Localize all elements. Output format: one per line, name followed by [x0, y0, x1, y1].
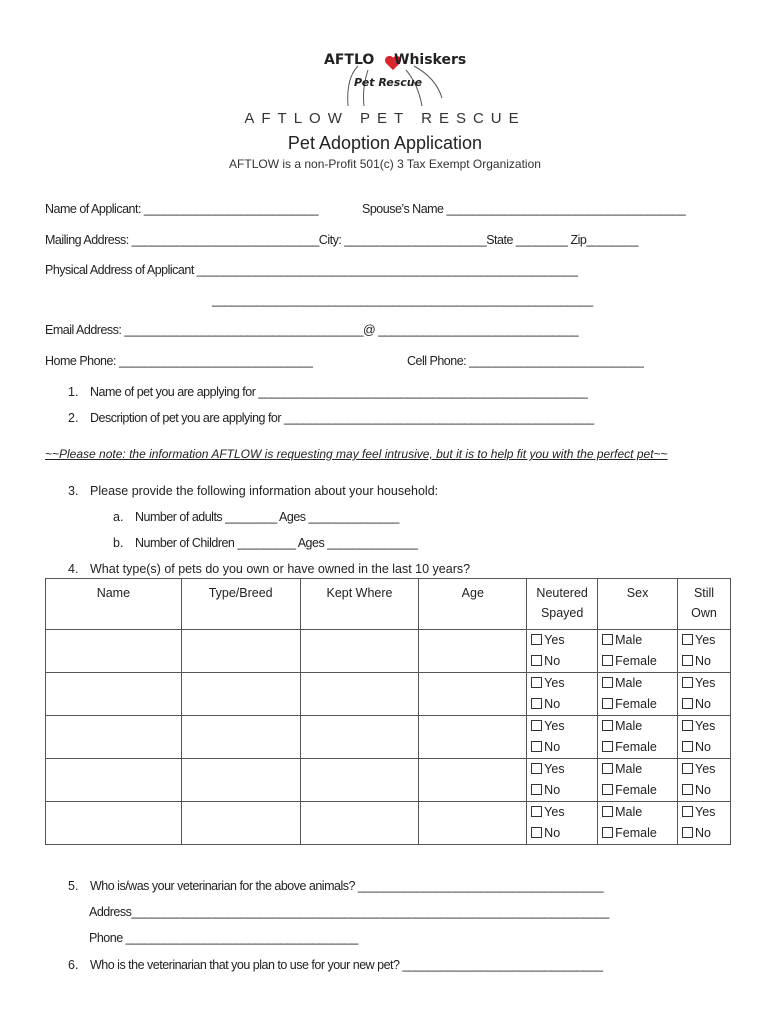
sex-male-checkbox[interactable] — [598, 630, 677, 651]
checkbox-label: No — [544, 654, 561, 668]
sex-male-checkbox[interactable] — [598, 673, 677, 694]
column-header-name: Name — [46, 579, 182, 630]
logo-text-right: Whiskers — [394, 52, 467, 68]
sex-female-checkbox[interactable] — [598, 737, 677, 758]
still-own-no-checkbox[interactable] — [678, 780, 730, 801]
checkbox-icon[interactable] — [682, 677, 693, 688]
sex-cell — [598, 673, 678, 716]
neutered-cell — [527, 630, 598, 673]
checkbox-label: No — [544, 697, 561, 711]
sex-male-checkbox[interactable] — [598, 759, 677, 780]
question-number: 4. — [68, 562, 79, 576]
column-header-still-own — [678, 579, 731, 630]
checkbox-icon[interactable] — [531, 741, 542, 752]
pet-kept-where-cell[interactable] — [300, 673, 419, 716]
column-header-kept-where: Kept Where — [300, 579, 419, 630]
email-address-field[interactable]: Email Address: _____________________________________@ _______________________________ — [45, 323, 579, 337]
question-number: 1. — [68, 385, 79, 399]
pet-kept-where-cell[interactable] — [300, 630, 419, 673]
checkbox-label: Female — [615, 783, 657, 797]
checkbox-label: Male — [615, 676, 643, 690]
logo-text-left: AFTLO — [324, 52, 375, 68]
column-header-age: Age — [419, 579, 527, 630]
checkbox-label: Female — [615, 826, 657, 840]
checkbox-label: Female — [615, 697, 657, 711]
checkbox-label: Yes — [544, 633, 565, 647]
checkbox-icon[interactable] — [682, 827, 693, 838]
table-row — [46, 759, 731, 802]
checkbox-label: Male — [615, 633, 643, 647]
checkbox-label: Yes — [695, 633, 716, 647]
checkbox-label: Yes — [544, 805, 565, 819]
checkbox-label: Yes — [695, 719, 716, 733]
household-question: Please provide the following information about your household: — [90, 484, 439, 498]
neutered-no-checkbox[interactable] — [527, 651, 597, 672]
sub-item-letter: a. — [113, 510, 124, 524]
checkbox-icon[interactable] — [531, 763, 542, 774]
neutered-no-checkbox[interactable] — [527, 823, 597, 844]
pet-type-cell[interactable] — [181, 759, 300, 802]
checkbox-label: No — [695, 740, 712, 754]
sex-cell — [598, 716, 678, 759]
column-header-sex: Sex — [598, 579, 678, 630]
still-own-no-checkbox[interactable] — [678, 694, 730, 715]
checkbox-icon[interactable] — [531, 827, 542, 838]
neutered-yes-checkbox[interactable] — [527, 673, 597, 694]
table-row — [46, 716, 731, 759]
pet-name-field[interactable]: Name of pet you are applying for ___________________________________________________ — [90, 385, 588, 399]
spouse-name-field[interactable]: Spouse’s Name _____________________________________ — [362, 202, 686, 216]
checkbox-icon[interactable] — [531, 784, 542, 795]
header-line: Own — [691, 606, 717, 620]
checkbox-icon[interactable] — [682, 806, 693, 817]
checkbox-icon[interactable] — [682, 784, 693, 795]
still-own-yes-checkbox[interactable] — [678, 630, 730, 651]
mailing-address-field[interactable]: Mailing Address: _____________________________City: ______________________State ________ Zip________ — [45, 233, 638, 247]
table-row — [46, 630, 731, 673]
header-line: Neutered — [536, 586, 588, 600]
checkbox-icon[interactable] — [602, 763, 613, 774]
still-own-no-checkbox[interactable] — [678, 737, 730, 758]
checkbox-icon[interactable] — [602, 784, 613, 795]
checkbox-label: No — [695, 783, 712, 797]
page-title: Pet Adoption Application — [287, 133, 483, 153]
checkbox-label: Yes — [695, 676, 716, 690]
neutered-cell — [527, 759, 598, 802]
neutered-yes-checkbox[interactable] — [527, 759, 597, 780]
checkbox-label: No — [695, 654, 712, 668]
column-header-neutered-spayed — [527, 579, 598, 630]
page-subtitle: AFTLOW is a non-Profit 501(c) 3 Tax Exempt Organization — [229, 157, 541, 171]
checkbox-icon[interactable] — [682, 741, 693, 752]
checkbox-icon[interactable] — [602, 655, 613, 666]
checkbox-label: Male — [615, 805, 643, 819]
pets-table — [45, 578, 731, 845]
sex-cell — [598, 802, 678, 845]
neutered-yes-checkbox[interactable] — [527, 802, 597, 823]
privacy-note: ~~Please note: the information AFTLOW is requesting may feel intrusive, but it is to help fit you with the perfect pet~~ — [45, 447, 668, 461]
checkbox-label: Female — [615, 654, 657, 668]
column-header-type-breed: Type/Breed — [181, 579, 300, 630]
pet-age-cell[interactable] — [419, 802, 527, 845]
children-field[interactable]: Number of Children _________ Ages ______________ — [135, 536, 418, 550]
sex-cell — [598, 759, 678, 802]
checkbox-label: Yes — [695, 762, 716, 776]
applicant-name-field[interactable]: Name of Applicant: ___________________________ — [45, 202, 319, 216]
checkbox-icon[interactable] — [682, 698, 693, 709]
neutered-cell — [527, 673, 598, 716]
vet-phone-field[interactable]: Phone ____________________________________ — [89, 931, 358, 945]
sex-female-checkbox[interactable] — [598, 823, 677, 844]
checkbox-label: Yes — [544, 762, 565, 776]
neutered-yes-checkbox[interactable] — [527, 716, 597, 737]
checkbox-label: Yes — [695, 805, 716, 819]
checkbox-icon[interactable] — [531, 806, 542, 817]
checkbox-icon[interactable] — [602, 806, 613, 817]
neutered-yes-checkbox[interactable] — [527, 630, 597, 651]
checkbox-icon[interactable] — [602, 698, 613, 709]
pet-type-cell[interactable] — [181, 802, 300, 845]
pet-name-cell[interactable] — [46, 673, 182, 716]
header-line: Spayed — [540, 606, 584, 620]
pet-age-cell[interactable] — [419, 759, 527, 802]
adults-field[interactable]: Number of adults ________ Ages ______________ — [135, 510, 399, 524]
checkbox-label: Female — [615, 740, 657, 754]
checkbox-label: No — [544, 826, 561, 840]
checkbox-icon[interactable] — [602, 720, 613, 731]
org-name: AFTLOW PET RESCUE — [244, 110, 526, 127]
still-own-no-checkbox[interactable] — [678, 651, 730, 672]
pet-name-cell[interactable] — [46, 630, 182, 673]
checkbox-label: No — [695, 697, 712, 711]
pet-kept-where-cell[interactable] — [300, 716, 419, 759]
pet-type-cell[interactable] — [181, 630, 300, 673]
checkbox-icon[interactable] — [682, 655, 693, 666]
question-number: 2. — [68, 411, 79, 425]
logo-text-tagline: Pet Rescue — [354, 76, 423, 89]
sex-male-checkbox[interactable] — [598, 802, 677, 823]
table-row — [46, 673, 731, 716]
sub-item-letter: b. — [113, 536, 124, 550]
checkbox-label: No — [544, 740, 561, 754]
checkbox-icon[interactable] — [531, 677, 542, 688]
cell-phone-field[interactable]: Cell Phone: ___________________________ — [407, 354, 644, 368]
checkbox-icon[interactable] — [602, 741, 613, 752]
pet-description-field[interactable]: Description of pet you are applying for ________________________________________________ — [90, 411, 594, 425]
pets-owned-question: What type(s) of pets do you own or have owned in the last 10 years? — [90, 562, 471, 576]
neutered-cell — [527, 802, 598, 845]
home-phone-field[interactable]: Home Phone: ______________________________ — [45, 354, 313, 368]
question-number: 5. — [68, 879, 79, 893]
table-header-row — [46, 579, 731, 630]
sex-female-checkbox[interactable] — [598, 694, 677, 715]
logo — [318, 48, 467, 108]
still-own-cell — [678, 673, 731, 716]
still-own-yes-checkbox[interactable] — [678, 673, 730, 694]
checkbox-icon[interactable] — [682, 720, 693, 731]
question-number: 3. — [68, 484, 79, 498]
checkbox-icon[interactable] — [602, 677, 613, 688]
pet-age-cell[interactable] — [419, 630, 527, 673]
still-own-cell — [678, 802, 731, 845]
physical-address-line2-field[interactable]: ___________________________________________________________ — [212, 293, 593, 307]
still-own-cell — [678, 630, 731, 673]
pet-kept-where-cell[interactable] — [300, 759, 419, 802]
neutered-cell — [527, 716, 598, 759]
checkbox-label: No — [544, 783, 561, 797]
vet-address-field[interactable]: Address__________________________________________________________________________ — [89, 905, 609, 919]
checkbox-icon[interactable] — [531, 720, 542, 731]
table-row — [46, 802, 731, 845]
still-own-yes-checkbox[interactable] — [678, 802, 730, 823]
still-own-yes-checkbox[interactable] — [678, 759, 730, 780]
checkbox-icon[interactable] — [531, 655, 542, 666]
neutered-no-checkbox[interactable] — [527, 737, 597, 758]
still-own-yes-checkbox[interactable] — [678, 716, 730, 737]
physical-address-field[interactable]: Physical Address of Applicant ___________________________________________________________ — [45, 263, 578, 277]
pet-age-cell[interactable] — [419, 716, 527, 759]
checkbox-icon[interactable] — [531, 698, 542, 709]
checkbox-icon[interactable] — [682, 763, 693, 774]
checkbox-icon[interactable] — [602, 827, 613, 838]
sex-cell — [598, 630, 678, 673]
checkbox-icon[interactable] — [602, 634, 613, 645]
checkbox-label: Male — [615, 762, 643, 776]
neutered-no-checkbox[interactable] — [527, 780, 597, 801]
current-vet-field[interactable]: Who is/was your veterinarian for the above animals? ______________________________________ — [90, 879, 604, 893]
checkbox-label: Male — [615, 719, 643, 733]
sex-male-checkbox[interactable] — [598, 716, 677, 737]
still-own-cell — [678, 716, 731, 759]
checkbox-icon[interactable] — [531, 634, 542, 645]
pet-name-cell[interactable] — [46, 716, 182, 759]
pet-type-cell[interactable] — [181, 716, 300, 759]
pet-name-cell[interactable] — [46, 802, 182, 845]
checkbox-label: Yes — [544, 719, 565, 733]
future-vet-field[interactable]: Who is the veterinarian that you plan to use for your new pet? _______________________________ — [90, 958, 603, 972]
pet-kept-where-cell[interactable] — [300, 802, 419, 845]
question-number: 6. — [68, 958, 79, 972]
checkbox-label: No — [695, 826, 712, 840]
pet-name-cell[interactable] — [46, 759, 182, 802]
pet-type-cell[interactable] — [181, 673, 300, 716]
header-line: Still — [693, 586, 715, 600]
still-own-cell — [678, 759, 731, 802]
sex-female-checkbox[interactable] — [598, 651, 677, 672]
checkbox-label: Yes — [544, 676, 565, 690]
sex-female-checkbox[interactable] — [598, 780, 677, 801]
pet-age-cell[interactable] — [419, 673, 527, 716]
checkbox-icon[interactable] — [682, 634, 693, 645]
still-own-no-checkbox[interactable] — [678, 823, 730, 844]
neutered-no-checkbox[interactable] — [527, 694, 597, 715]
